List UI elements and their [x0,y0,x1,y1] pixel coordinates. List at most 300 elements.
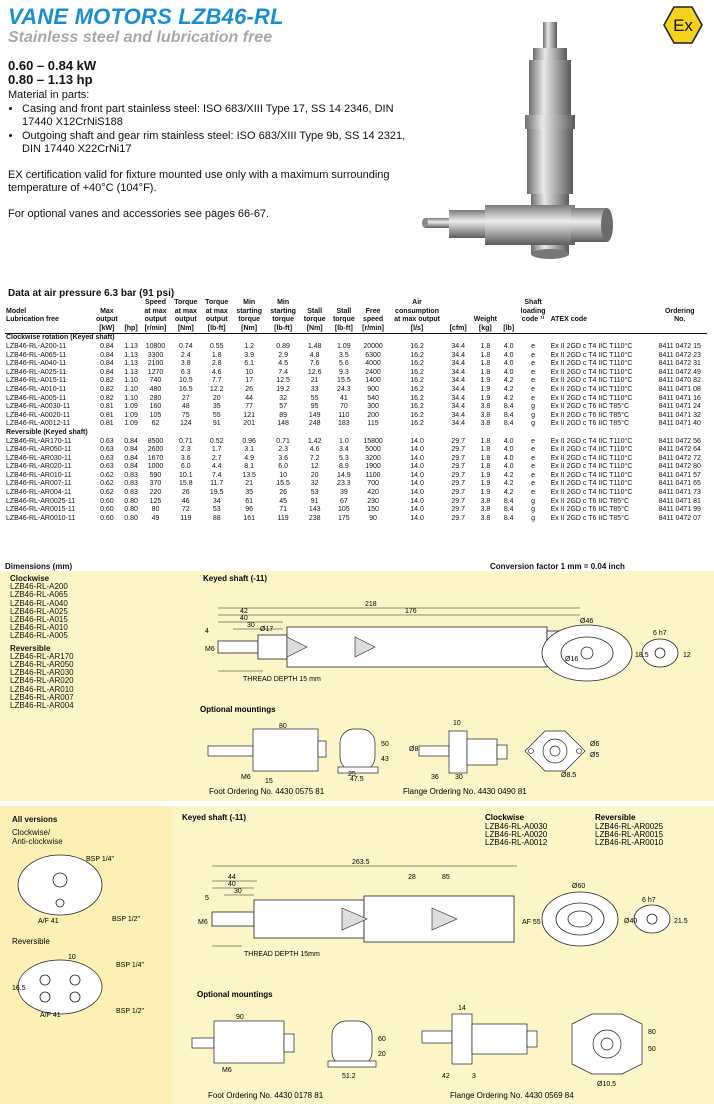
performance-data-table [5,299,707,523]
flange2-dim-50: 50 [648,1046,656,1053]
table-cell: 35 [212,403,221,411]
table-cell: 12.5 [266,377,300,386]
table-cell: 44 [232,395,266,404]
dim-263-5: 263.5 [352,859,370,866]
table-unit-cell: [lb] [501,325,517,334]
model-item: LZB46-RL-A200 [10,582,68,592]
table-row [5,395,707,404]
dim-176: 176 [405,608,417,615]
dim-m6: M6 [205,646,215,653]
all-versions-label: All versions [12,815,58,824]
table-unit-cell [517,325,550,334]
table-header-cell: Min starting torque [270,299,296,324]
data-table-wrapper [5,299,707,523]
table-cell: 105 [141,412,171,421]
table-cell: 34.4 [451,368,465,376]
dim-40: 40 [240,615,248,622]
table-cell: e [531,385,536,393]
foot2-dim-60: 60 [378,1036,386,1043]
table-cell: 35 [245,489,254,497]
dimensions-heading: Dimensions (mm) [5,562,73,571]
table-cell: 16.2 [410,403,424,411]
table-cell: 4.0 [503,351,514,359]
table-cell: 91 [212,420,221,428]
table-row [5,463,707,472]
table-cell: 16.2 [410,368,424,376]
table-row [5,377,707,386]
material-item: • Casing and front part stainless steel: ISO 683/XIII Type 17, SS 14 2346, DIN 17440 X12CrNiS188 [22,103,408,130]
foot2-dim-m6: M6 [222,1067,232,1074]
table-cell: 88 [201,515,232,524]
table-cell: 14.9 [337,471,351,479]
optional-mountings-label-2: Optional mountings [197,990,273,999]
table-cell: 8.4 [503,403,514,411]
table-row [5,489,707,498]
table-cell: 34.4 [446,395,469,404]
foot-dim-47-5: 47.5 [350,776,364,783]
table-cell: 57 [279,403,287,411]
table-cell: 96 [245,506,254,514]
table-cell: 1.09 [121,412,140,421]
page-subtitle: Stainless steel and lubrication free [8,29,273,46]
model-item: LZB46-RL-AR010 [10,684,74,694]
table-cell: 0.82 [92,395,121,404]
dim-4: 4 [205,628,209,635]
table-cell: 590 [149,471,162,479]
table-cell: 15.5 [329,377,358,386]
table-cell: 1.10 [121,395,140,404]
table-cell: 20000 [358,343,387,352]
table-unit-cell: [hp] [121,325,140,334]
table-cell: 8411 0471 24 [658,403,701,411]
table-cell: 1000 [141,463,171,472]
table-unit-cell [5,325,92,334]
table-cell: 80 [151,506,160,514]
power-kw: 0.60 – 0.84 kW [8,58,97,73]
table-cell: LZB46-RL-AR020-11 [5,463,92,472]
table-cell: 8411 0471 73 [658,489,701,497]
table-cell: 4.2 [501,480,517,489]
table-cell: 3.8 [480,403,491,411]
table-cell: e [517,463,550,472]
accessories-note: For optional vanes and accessories see pages 66-67. [8,207,270,220]
table-cell: 53 [212,506,221,514]
dim-42: 42 [240,608,248,615]
table-cell: 2600 [141,446,171,455]
p2-rev-model: LZB46-RL-AR0010 [595,838,664,847]
table-cell: e [517,360,550,369]
table-cell: g [517,515,550,524]
table-header-cell: Stall torque [332,307,355,324]
table-cell: 3.8 [470,515,501,524]
table-cell: 0.89 [266,343,300,352]
table-cell: 8.4 [501,515,517,524]
table-cell: 8411 0471 57 [658,471,701,479]
table-cell: 8411 0472 31 [652,360,707,369]
table-cell: 4.0 [501,360,517,369]
table-cell: 0.60 [92,498,121,507]
table-cell: 2100 [141,360,171,369]
table-cell: LZB46-RL-AR030-11 [6,454,72,462]
table-cell: LZB46-RL-A0030-11 [6,403,71,411]
table-row [5,515,707,524]
table-cell: 1.09 [329,343,358,352]
table-cell: LZB46-RL-AR0010-11 [5,515,92,524]
table-cell: 34.4 [446,377,469,386]
table-group-label: Clockwise rotation (Keyed shaft) [6,334,115,342]
table-cell: 161 [232,515,266,524]
table-cell: 119 [170,515,201,524]
table-cell: 16.2 [388,343,447,352]
table-cell: 4.2 [503,489,514,497]
table-cell: 29.7 [446,498,469,507]
table-cell: 8411 0471 99 [658,506,701,514]
table-cell: Ex II 2GD c T4 IIC T110°C [550,489,633,497]
table-cell: 2.3 [170,446,201,455]
dim-28: 28 [408,874,416,881]
table-cell: 230 [358,498,387,507]
table-header-cell: Stall torque [303,307,326,324]
foot-dim-m6: M6 [241,774,251,781]
dim-6h7-2: 6 h7 [642,897,656,904]
table-cell: 14.0 [410,437,424,445]
table-cell: 4.0 [503,454,514,462]
ex-mark-text: Ex [673,16,693,35]
table-cell: 3.8 [470,498,501,507]
table-cell: 29.7 [451,454,465,462]
table-cell: 150 [367,506,379,514]
table-cell: 34.4 [451,385,465,393]
table-cell: 71 [279,506,287,514]
table-cell: 16.2 [410,351,424,359]
table-cell: Ex II 2GD c T6 IIC T85°C [550,403,630,411]
table-cell: 10 [279,471,287,479]
panel2-drawings [172,806,714,1104]
material-list [8,103,408,157]
table-cell: 16.2 [410,420,424,428]
table-cell: 12.6 [307,368,322,376]
table-cell: LZB46-RL-A015-11 [5,377,92,386]
table-cell: 5.3 [338,454,349,462]
table-cell: g [531,420,536,428]
table-cell: LZB46-RL-A010-11 [6,385,67,393]
flange-dim-36: 36 [431,774,439,781]
table-cell: LZB46-RL-AR007-11 [5,480,92,489]
panel1-model-list [10,575,74,710]
table-title: Data at air pressure 6.3 bar (91 psi) [8,288,175,299]
table-cell: 45 [266,498,300,507]
table-cell: 23.3 [329,480,358,489]
rev-bsp12-label: BSP 1/2" [116,1008,145,1015]
ex-certification-icon [663,6,703,44]
table-cell: 1.9 [480,489,491,497]
foot2-ordering-no: Foot Ordering No. 4430 0178 81 [208,1091,324,1100]
table-cell: 2.3 [266,446,300,455]
table-cell: 0.84 [92,343,121,352]
table-cell: 91 [300,498,329,507]
table-cell: 19.2 [276,385,290,393]
rev-bsp14-label: BSP 1/4" [116,962,145,969]
table-cell: Ex II 2GD c T4 IIC T110°C [550,471,633,479]
table-cell: 2.4 [180,351,191,359]
table-cell: 1.09 [124,420,138,428]
table-cell: 8411 0471 81 [652,498,707,507]
table-cell: 0.84 [121,463,140,472]
table-cell: e [531,454,536,462]
material-item: • Outgoing shaft and gear rim stainless steel: ISO 683/XIII Type 9b, SS 14 2321, DIN 17440 X22CrNi17 [22,130,408,157]
material-intro: Material in parts: [8,89,90,101]
table-cell: 8.4 [501,412,517,421]
table-cell: 70 [339,403,348,411]
ex-note: EX certification valid for fixture mounted use only with a maximum surrounding temperature of +40°C (104°F). [8,168,390,194]
table-cell: 8411 0471 16 [652,395,707,404]
flange-ordering-no: Flange Ordering No. 4430 0490 81 [403,787,527,796]
foot-ordering-no: Foot Ordering No. 4430 0575 81 [209,787,325,796]
table-cell: 34.4 [446,360,469,369]
table-unit-cell: [l/s] [388,325,447,334]
power-specs [8,59,96,87]
table-cell: 110 [329,412,358,421]
table-cell: 143 [308,506,321,514]
table-cell: 4.0 [501,343,517,352]
table-cell: 1.8 [480,368,491,376]
table-cell: 8411 0472 72 [658,454,701,462]
table-cell: 201 [243,420,255,428]
table-cell: 0.81 [100,420,114,428]
port-drawings [0,845,172,1104]
table-cell: 4.6 [211,368,222,376]
bsp12-label: BSP 1/2" [112,916,141,923]
table-cell: 6.0 [170,463,201,472]
table-cell: 34.4 [446,343,469,352]
table-row [5,455,707,464]
table-cell: Ex II 2GD c T4 IIC T110°C [550,360,653,369]
keyed-shaft-label-2: Keyed shaft (-11) [182,813,247,822]
foot-dim-50: 50 [381,741,389,748]
foot2-dim-20: 20 [378,1051,386,1058]
model-item: LZB46-RL-AR020 [10,676,74,686]
table-cell: 0.62 [100,471,114,479]
table-cell: 0.84 [100,351,114,359]
table-cell: 0.55 [201,343,232,352]
table-cell: 1.42 [307,437,322,445]
table-cell: 8500 [147,437,164,445]
power-hp: 0.80 – 1.13 hp [8,72,93,87]
port-info-text [12,815,63,846]
table-header-cell: Speed at max output [144,299,167,324]
table-cell: 89 [266,412,300,421]
flange2-dim-3: 3 [472,1073,476,1080]
table-cell: e [517,395,550,404]
table-cell: 1.9 [480,471,491,479]
table-cell: 124 [179,420,192,428]
table-cell: 0.84 [121,446,140,455]
table-cell: 238 [300,515,329,524]
table-cell: 0.63 [100,437,114,445]
table-cell: 2400 [365,368,381,376]
table-cell: 8411 0472 49 [658,368,701,376]
table-cell: 3.5 [338,351,349,359]
table-cell: 200 [358,412,387,421]
dim-218: 218 [365,601,377,608]
table-cell: 3.8 [480,420,491,428]
table-cell: 1.8 [470,463,501,472]
foot-dim-15: 15 [265,778,273,785]
table-cell: 0.71 [178,437,193,445]
foot2-dim-90: 90 [236,1014,244,1021]
table-cell: 1400 [358,377,387,386]
table-cell: 16.2 [388,360,447,369]
table-cell: 8.9 [329,463,358,472]
table-row [5,438,707,447]
table-cell: 0.60 [100,506,114,514]
dim-44: 44 [228,874,236,881]
table-cell: Ex II 2GD c T4 IIC T110°C [550,480,653,489]
table-cell: 14.0 [410,471,424,479]
table-cell: 0.63 [92,446,121,455]
table-cell: 16.2 [410,385,424,393]
table-cell: 3.1 [232,446,266,455]
table-cell: LZB46-RL-A0020-11 [5,412,92,421]
flange-dim-30: 30 [455,774,463,781]
table-cell: 0.82 [92,377,121,386]
table-row [5,403,707,412]
table-cell: 8411 0472 56 [658,437,701,445]
table-cell: e [531,351,536,359]
dim-6h7: 6 h7 [653,630,667,637]
table-cell: 420 [367,489,379,497]
table-header-cell: Weight [473,316,497,324]
table-cell: 0.83 [124,489,138,497]
table-header-cell: Free speed [362,307,384,324]
table-header-cell: Model Lubrication free [6,307,59,324]
table-cell: g [531,506,536,514]
table-cell: 14.0 [388,480,447,489]
flange2-dim-14: 14 [458,1005,466,1012]
table-cell: 14.0 [388,463,447,472]
table-unit-cell: [r/min] [358,325,387,334]
table-cell: 3300 [147,351,164,359]
table-unit-cell: [lb-ft] [201,325,232,334]
table-cell: e [531,489,536,497]
table-cell: 8.1 [232,463,266,472]
table-cell: 29.7 [451,437,465,445]
table-cell: 0.84 [124,437,138,445]
table-cell: 280 [141,395,171,404]
table-cell: 21 [300,377,329,386]
model-item: LZB46-RL-A040 [10,598,68,608]
table-cell: 6300 [365,351,381,359]
table-header-cell: Ordering No. [664,307,695,324]
table-cell: 480 [149,385,162,393]
table-row [5,360,707,369]
table-cell: 26 [181,489,190,497]
table-cell: 1.13 [124,368,138,376]
table-cell: g [531,403,536,411]
table-unit-cell: [kW] [92,325,121,334]
table-cell: 8411 0471 65 [652,480,707,489]
table-cell: 700 [358,480,387,489]
table-cell: 11.7 [201,480,232,489]
dim-d46: Ø46 [580,618,594,625]
table-cell: 4.4 [201,463,232,472]
table-cell: 34.4 [451,420,465,428]
table-cell: Ex II 2GD c T6 IIC T85°C [550,412,653,421]
table-header-cell: Torque at max output [174,299,198,324]
panel1-drawings [195,571,714,801]
table-cell: 0.84 [124,454,138,462]
table-row [5,446,707,455]
cw-acw-label: Clockwise/ Anti-clockwise [12,828,63,846]
table-cell: e [517,446,550,455]
table-cell: Ex II 2GD c T6 IIC T85°C [550,515,653,524]
model-item: LZB46-RL-A015 [10,615,68,625]
table-cell: 33 [310,385,319,393]
table-cell: 3.4 [329,446,358,455]
table-cell: 8.4 [503,420,514,428]
table-cell: 5.6 [329,360,358,369]
table-cell: LZB46-RL-AR004-11 [6,489,72,497]
table-cell: Ex II 2GD c T4 IIC T110°C [550,368,633,376]
table-cell: 4.9 [244,454,255,462]
table-cell: 4.6 [300,446,329,455]
dim-12: 12 [683,652,691,659]
thread-depth-label-2: THREAD DEPTH 15mm [244,951,320,958]
table-unit-cell: [Nm] [300,325,329,334]
table-row [5,498,707,507]
table-group-row [5,334,707,343]
table-header-cell: Max output [96,307,118,324]
table-cell: 15.5 [266,480,300,489]
table-cell: 125 [141,498,171,507]
table-cell: 1270 [147,368,164,376]
table-cell: 0.80 [121,498,140,507]
table-cell: LZB46-RL-A025-11 [6,368,67,376]
p2-cw-model: LZB46-RL-A0012 [485,838,548,847]
table-cell: LZB46-RL-A200-11 [5,343,92,352]
table-cell: 1.8 [480,454,491,462]
table-row [5,386,707,395]
dim-d16: Ø16 [565,656,579,663]
table-cell: Ex II 2GD c T4 IIC T110°C [550,395,653,404]
table-cell: 119 [266,515,300,524]
dim-30: 30 [247,622,255,629]
dim-21-5: 21.5 [674,918,688,925]
keyed-shaft-label: Keyed shaft (-11) [203,574,268,583]
intro-text [8,89,408,221]
table-cell: LZB46-RL-A005-11 [5,395,92,404]
table-cell: 183 [338,420,350,428]
table-cell: 5000 [358,446,387,455]
dim-85: 85 [442,874,450,881]
table-cell: 0.82 [100,385,114,393]
table-cell: 39 [339,489,348,497]
table-cell: 55 [201,412,232,421]
table-cell: 0.63 [92,463,121,472]
table-cell: 1.13 [121,360,140,369]
table-cell: 7.2 [309,454,320,462]
table-cell: 16.5 [178,385,193,393]
table-cell: 1.0 [338,437,349,445]
table-cell: 14.0 [410,454,424,462]
table-cell: 75 [170,412,201,421]
table-cell: 32 [266,395,300,404]
table-cell: 4.2 [503,385,514,393]
table-cell: 4.8 [309,351,320,359]
table-cell: 12 [300,463,329,472]
table-cell: 4.0 [503,368,514,376]
table-cell: 3.6 [278,454,288,462]
